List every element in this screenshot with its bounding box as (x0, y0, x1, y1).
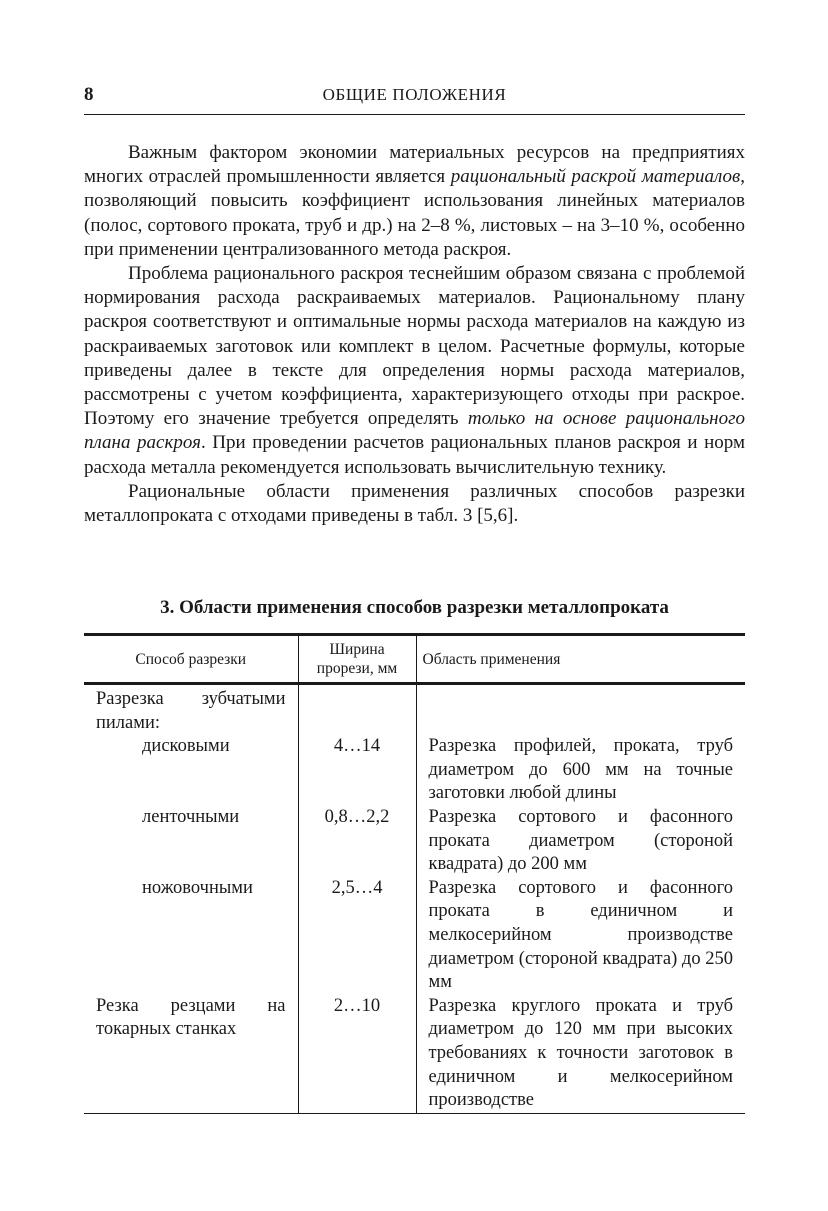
cell-area: Разрезка сортового и фасонного проката в единичном и мелкосерийном производстве диаметром (стороной квадрата) до 250 мм (416, 877, 745, 995)
paragraph-2-emphasis: только на основе рационального плана раскроя (84, 408, 745, 454)
header-width: Ширина прорези, мм (298, 635, 416, 684)
table-row (84, 735, 745, 806)
cell-area (416, 684, 745, 736)
cell-width: 0,8…2,2 (298, 806, 416, 877)
header-rule (84, 114, 745, 115)
table-caption: 3. Области применения способов разрезки металлопроката (160, 597, 669, 618)
cell-width: 4…14 (298, 735, 416, 806)
paragraph-1 (84, 141, 745, 262)
table-row (84, 877, 745, 995)
running-header (84, 82, 745, 112)
cell-width: 2…10 (298, 995, 416, 1113)
table-row (84, 684, 745, 736)
table-header-row (84, 635, 745, 684)
paragraph-1-text-c: , позволяющий повысить коэффициент использования линейных материалов (полос, сортового проката, труб и др.) на 2–8 %, листовых – на 3–10 %, особенно при применении централизованного метода раскроя. (84, 166, 746, 260)
header-method: Способ разрезки (84, 635, 298, 684)
paragraph-2 (84, 262, 745, 480)
paragraph-1-text-a: Важным фактором экономии материальных ресурсов на предприятиях многих отраслей промышленности является (84, 142, 745, 188)
cell-area: Разрезка сортового и фасонного проката диаметром (стороной квадрата) до 200 мм (416, 806, 745, 877)
cell-area: Разрезка круглого проката и труб диаметром до 120 мм при высоких требованиях к точности заготовок в единичном и мелкосерийном производстве (416, 995, 745, 1113)
table-row (84, 995, 745, 1113)
cell-method: дисковыми (142, 736, 230, 757)
cell-width: 2,5…4 (298, 877, 416, 995)
page-number: 8 (84, 84, 94, 105)
body-text (84, 141, 745, 528)
cell-width (298, 684, 416, 736)
cell-area: Разрезка профилей, проката, труб диаметром до 600 мм на точные заготовки любой длины (416, 735, 745, 806)
cell-method: ленточными (142, 806, 240, 827)
paragraph-2-text-c: . При проведении расчетов рациональных планов раскроя и норм расхода металла рекомендуется использовать вычислительную технику. (84, 432, 745, 478)
header-area: Область применения (416, 635, 745, 684)
paragraph-1-emphasis: рациональный раскрой материалов (450, 166, 741, 188)
cell-method: ножовочными (142, 877, 253, 898)
cell-method: Резка резцами на токарных станках (84, 995, 298, 1113)
paragraph-3: Рациональные области применения различных способов разрезки металлопроката с отходами приведены в табл. 3 [5,6]. (84, 480, 745, 527)
running-title: ОБЩИЕ ПОЛОЖЕНИЯ (322, 85, 507, 104)
cutting-methods-table (84, 633, 745, 1114)
paragraph-2-text-a: Проблема рационального раскроя теснейшим образом связана с проблемой нормирования расхода раскраиваемых материалов. Рациональному плану раскроя соответствуют и оптимальные нормы расхода материалов на каждую из раскраиваемых заготовок или комплект в целом. Расчетные формулы, которые приведены далее в тексте для определения нормы расхода материалов, рассмотрены с учетом коэффициента, характеризующего отходы при раскрое. Поэтому его значение требуется определять (84, 263, 745, 430)
cell-method: Разрезка зубчатыми пилами: (96, 689, 286, 733)
table-row (84, 806, 745, 877)
